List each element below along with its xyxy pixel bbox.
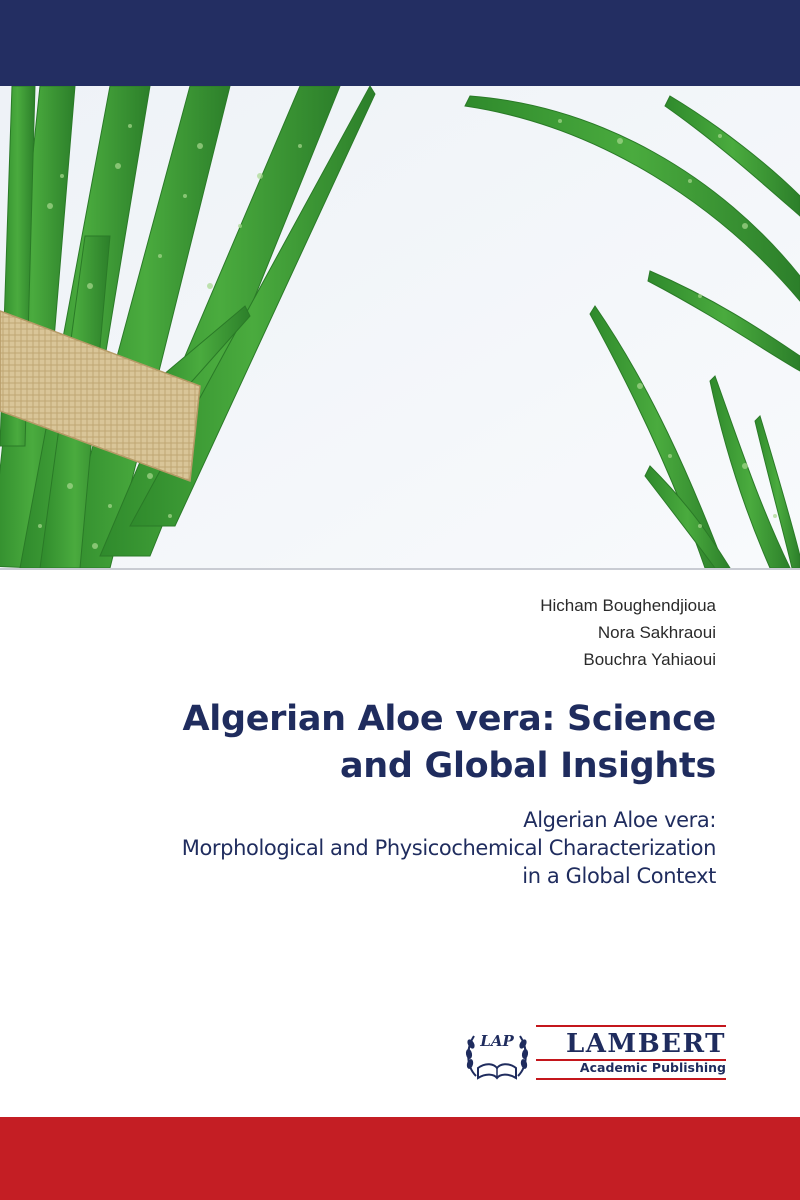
book-title [16, 696, 716, 790]
author-list [540, 592, 716, 673]
author-name: Nora Sakhraoui [597, 623, 716, 642]
cover-photo [0, 86, 800, 568]
open-book-laurel-icon [462, 1022, 532, 1088]
author-name: Hicham Boughendjioua [540, 596, 716, 615]
publisher-logo [462, 1022, 726, 1088]
top-color-band [0, 0, 800, 86]
publisher-subline: Academic Publishing [579, 1060, 726, 1075]
author-name: Bouchra Yahiaoui [583, 650, 716, 669]
book-subtitle-line: Algerian Aloe vera: [523, 808, 716, 832]
logo-badge-text: LAP [480, 1032, 514, 1050]
book-title-line: and Global Insights [339, 746, 716, 786]
logo-rule-bottom [536, 1078, 726, 1080]
book-subtitle [16, 806, 716, 890]
book-title-line: Algerian Aloe vera: Science [182, 699, 716, 739]
book-subtitle-line: Morphological and Physicochemical Characterization [181, 836, 716, 860]
publisher-name: LAMBERT [565, 1029, 726, 1059]
logo-rule-top [536, 1025, 726, 1027]
photo-divider [0, 568, 800, 570]
bottom-color-band [0, 1117, 800, 1200]
book-subtitle-line: in a Global Context [522, 864, 716, 888]
aloe-vera-leaves-photo [0, 86, 800, 568]
